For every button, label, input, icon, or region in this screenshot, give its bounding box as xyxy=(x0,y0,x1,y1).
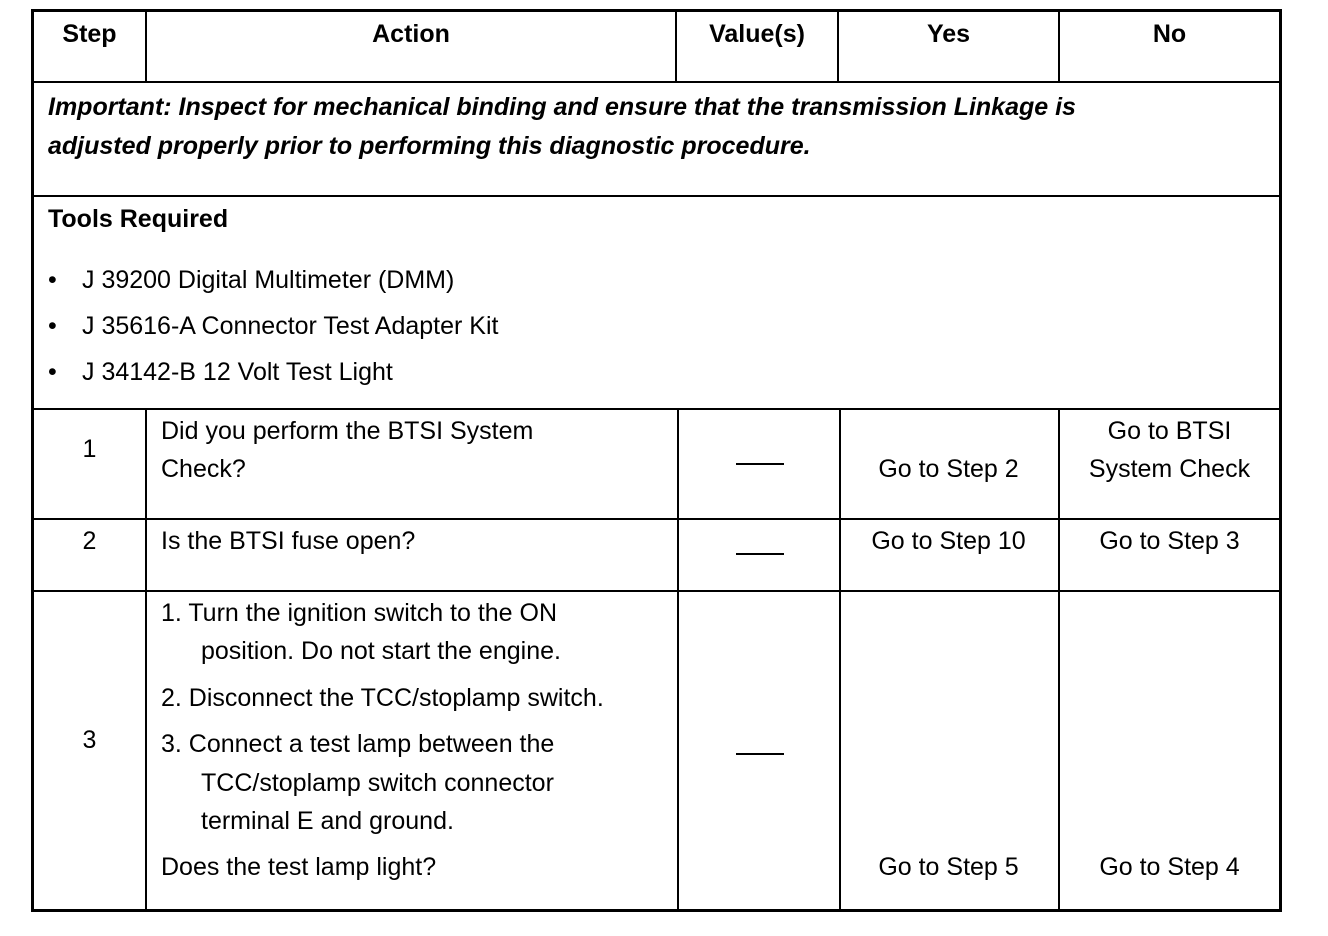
tools-title: Tools Required xyxy=(48,205,229,233)
step-action-line: 1. Turn the ignition switch to the ON xyxy=(161,599,558,627)
col-divider xyxy=(145,409,147,909)
header-step: Step xyxy=(62,20,117,48)
tool-label: J 39200 Digital Multimeter (DMM) xyxy=(82,266,455,294)
step-no-line: System Check xyxy=(1088,455,1251,483)
diagnostic-table xyxy=(31,9,1282,912)
header-yes: Yes xyxy=(926,20,971,48)
tools-divider xyxy=(34,408,1279,410)
header-no: No xyxy=(1152,20,1187,48)
header-action: Action xyxy=(372,20,450,48)
empty-value-dash xyxy=(736,553,784,555)
step-action-line: terminal E and ground. xyxy=(201,807,454,835)
step-action-line: 2. Disconnect the TCC/stoplamp switch. xyxy=(161,684,604,712)
step-yes: Go to Step 5 xyxy=(878,853,1019,881)
step-no xyxy=(1060,412,1279,488)
tool-label: J 35616-A Connector Test Adapter Kit xyxy=(82,312,499,340)
step-number: 2 xyxy=(82,527,97,555)
col-divider xyxy=(677,409,679,909)
important-note-line: adjusted properly prior to performing this diagnostic procedure. xyxy=(48,132,811,160)
step1-divider xyxy=(34,518,1279,520)
step-number: 3 xyxy=(82,726,97,754)
step-number: 1 xyxy=(82,435,97,463)
bullet-icon: • xyxy=(48,358,57,386)
step-action-line: Did you perform the BTSI System xyxy=(161,417,534,445)
important-note-line: Important: Inspect for mechanical binding and ensure that the transmission Linkage is xyxy=(48,93,1076,121)
step-action-line: TCC/stoplamp switch connector xyxy=(201,769,554,797)
tool-item xyxy=(48,265,454,295)
tool-item xyxy=(48,311,498,341)
tool-label: J 34142-B 12 Volt Test Light xyxy=(82,358,393,386)
step-action-line: Does the test lamp light? xyxy=(161,853,437,881)
step-yes: Go to Step 10 xyxy=(871,527,1026,555)
bullet-icon: • xyxy=(48,266,57,294)
step-action xyxy=(161,412,661,488)
important-divider xyxy=(34,195,1279,197)
empty-value-dash xyxy=(736,463,784,465)
step-action-line: position. Do not start the engine. xyxy=(201,637,561,665)
step-no: Go to Step 3 xyxy=(1099,527,1240,555)
step-no-line: Go to BTSI xyxy=(1107,417,1232,445)
step-action-line: 3. Connect a test lamp between the xyxy=(161,730,555,758)
header-values: Value(s) xyxy=(709,20,805,48)
bullet-icon: • xyxy=(48,312,57,340)
step-yes: Go to Step 2 xyxy=(878,455,1019,483)
important-note xyxy=(48,88,1268,166)
header-divider xyxy=(34,81,1279,83)
step-action: Is the BTSI fuse open? xyxy=(161,527,416,555)
step-no: Go to Step 4 xyxy=(1099,853,1240,881)
empty-value-dash xyxy=(736,753,784,755)
step2-divider xyxy=(34,590,1279,592)
tool-item xyxy=(48,357,393,387)
step-action-line: Check? xyxy=(161,455,246,483)
